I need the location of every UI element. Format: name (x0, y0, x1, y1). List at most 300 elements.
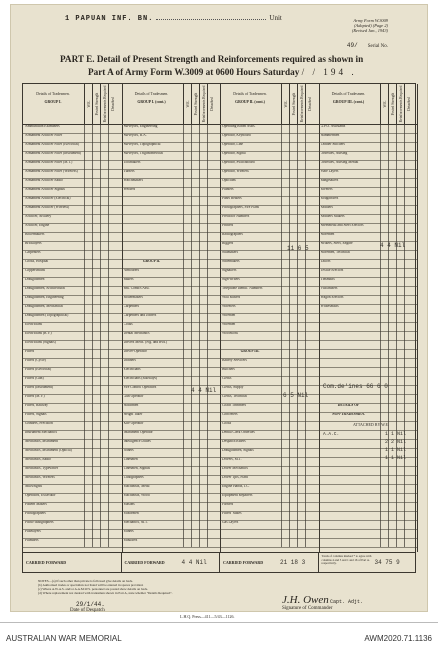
cell-divider (183, 259, 184, 268)
cell-divider (100, 124, 101, 133)
cell-divider (100, 367, 101, 376)
trade-name: Coach Trimmers (222, 404, 247, 407)
cell-divider (191, 511, 192, 520)
cell-divider (396, 538, 397, 547)
cell-divider (183, 313, 184, 322)
cell-divider (199, 214, 200, 223)
cell-divider (84, 214, 85, 223)
cell-divider (289, 169, 290, 178)
cell-divider (305, 457, 306, 466)
trade-name: Equipment Repairers (222, 494, 253, 497)
cell-divider (92, 223, 93, 232)
cell-divider (297, 529, 298, 538)
trade-name: Printers (222, 224, 234, 227)
cell-divider (100, 385, 101, 394)
trade-name: Armament Artificer (Electrical) (25, 197, 71, 200)
cell-divider (380, 484, 381, 493)
cell-divider (183, 196, 184, 205)
cell-divider (380, 295, 381, 304)
cell-divider (84, 538, 85, 547)
group-label-text: Details of Tradesmen. (233, 92, 267, 96)
cell-divider (100, 259, 101, 268)
cell-divider (84, 205, 85, 214)
cell-divider (380, 475, 381, 484)
cell-divider (191, 358, 192, 367)
cell-divider (396, 421, 397, 430)
trade-name: Wall Raisers (222, 296, 241, 299)
cell-divider (92, 439, 93, 448)
cell-divider (100, 223, 101, 232)
trade-name: Joiners (123, 449, 134, 452)
cell-divider (207, 205, 208, 214)
cell-divider (100, 160, 101, 169)
cell-divider (380, 502, 381, 511)
cell-divider (92, 304, 93, 313)
cell-divider (289, 430, 290, 439)
cell-divider (297, 322, 298, 331)
cell-divider (404, 493, 405, 502)
cell-divider (404, 511, 405, 520)
cell-divider (108, 403, 109, 412)
cell-divider (92, 250, 93, 259)
cell-divider (404, 349, 405, 358)
trade-name: Armament Artificer Fitter (25, 134, 63, 137)
cell-divider (84, 223, 85, 232)
cell-divider (297, 196, 298, 205)
trade-name: Fitters, Signals (25, 413, 47, 416)
trade-name: Draughtsmen, Mechanical (25, 305, 63, 308)
trade-name: DETAILS OF (337, 404, 360, 407)
cell-divider (281, 268, 282, 277)
cell-divider (305, 376, 306, 385)
cell-divider (297, 223, 298, 232)
cell-divider (92, 475, 93, 484)
cell-divider (207, 151, 208, 160)
trade-name: Photographers, Fire Plans (222, 206, 260, 209)
cell-divider (404, 385, 405, 394)
cell-divider (183, 286, 184, 295)
trade-name: Hammermen (320, 134, 340, 137)
cell-divider (92, 466, 93, 475)
cell-divider (207, 475, 208, 484)
cell-divider (289, 196, 290, 205)
cell-divider (183, 268, 184, 277)
cell-divider (183, 331, 184, 340)
cell-divider (289, 358, 290, 367)
cell-divider (199, 475, 200, 484)
cell-divider (388, 295, 389, 304)
trade-name: Mechanics, Typewriter (25, 467, 59, 470)
cell-divider (84, 475, 85, 484)
cell-divider (191, 412, 192, 421)
trade-name: Height Taker (123, 413, 143, 416)
cell-divider (297, 403, 298, 412)
trade-name: Brk. Comd's Asst. (123, 287, 150, 290)
trade-name: Fitters' Mates (222, 512, 242, 515)
cell-divider (207, 466, 208, 475)
cell-divider (183, 277, 184, 286)
cell-divider (388, 493, 389, 502)
cell-divider (183, 484, 184, 493)
trade-name: Mechanics, Instrument (25, 440, 58, 443)
cell-divider (191, 241, 192, 250)
cell-divider (388, 358, 389, 367)
cell-divider (92, 448, 93, 457)
cell-divider (183, 178, 184, 187)
column-header-text: W.E. (284, 100, 288, 108)
trade-name: Tailors (320, 260, 331, 263)
cell-divider (100, 178, 101, 187)
cell-divider (84, 169, 85, 178)
cell-divider (380, 169, 381, 178)
trade-name: Fitters (25, 350, 35, 353)
cell-divider (191, 466, 192, 475)
trade-name: Radiographers (222, 233, 243, 236)
cell-divider (191, 331, 192, 340)
cell-divider (404, 322, 405, 331)
cell-divider (404, 214, 405, 223)
cell-divider (396, 511, 397, 520)
cell-divider (92, 421, 93, 430)
cell-divider (100, 250, 101, 259)
cell-divider (404, 250, 405, 259)
trade-name: Platelayers (25, 530, 41, 533)
cell-divider (297, 340, 298, 349)
cell-divider (305, 304, 306, 313)
cell-divider (380, 466, 381, 475)
cell-divider (92, 133, 93, 142)
cell-divider (92, 241, 93, 250)
cell-divider (380, 448, 381, 457)
cell-divider (183, 232, 184, 241)
column-header-text: Detached (308, 97, 312, 111)
cell-divider (380, 268, 381, 277)
cell-divider (84, 277, 85, 286)
cell-divider (92, 502, 93, 511)
trade-name: Fitters (Instrument) (25, 386, 54, 389)
cell-divider (305, 124, 306, 133)
cell-divider (404, 196, 405, 205)
cell-divider (100, 529, 101, 538)
cell-divider (297, 232, 298, 241)
cell-divider (199, 178, 200, 187)
cell-divider (404, 259, 405, 268)
carried-forward-cell (122, 553, 221, 573)
cell-divider (396, 286, 397, 295)
trade-name: Electricians (123, 368, 141, 371)
cell-divider (281, 169, 282, 178)
cell-divider (404, 367, 405, 376)
cell-divider (380, 178, 381, 187)
cell-divider (396, 295, 397, 304)
cell-divider (199, 124, 200, 133)
trade-name: Lithographers (123, 476, 144, 479)
cell-divider (297, 448, 298, 457)
cell-divider (281, 529, 282, 538)
cell-divider (388, 205, 389, 214)
cell-divider (281, 493, 282, 502)
column-header-text: W.E. (87, 100, 91, 108)
trade-name: Panel Beaters (222, 197, 242, 200)
cell-divider (92, 457, 93, 466)
cell-divider (183, 349, 184, 358)
cell-divider (289, 124, 290, 133)
cell-divider (396, 403, 397, 412)
cell-divider (108, 493, 109, 502)
strength-table (22, 83, 416, 553)
cell-divider (207, 304, 208, 313)
group-number: GROUP I. (44, 100, 62, 104)
group-label-text: Details of Tradesmen. (331, 92, 366, 96)
cell-divider (199, 448, 200, 457)
cell-divider (92, 394, 93, 403)
column-header-text: Posted Strength (193, 92, 198, 116)
cell-divider (305, 133, 306, 142)
cell-divider (297, 421, 298, 430)
cell-divider (281, 421, 282, 430)
trade-name: Textile Erectors (320, 269, 344, 272)
group-number: GROUP II. (cont.) (235, 100, 265, 104)
typed-entry-g4-non-trades: Com.de'ines 66 6 0 (323, 383, 388, 390)
cell-divider (305, 520, 306, 529)
cell-divider (305, 538, 306, 547)
cell-divider (108, 250, 109, 259)
cell-divider (207, 376, 208, 385)
trade-name: Artificer, Engine (25, 224, 50, 227)
form-reference (352, 18, 388, 34)
carried-forward-value: 21 18 3 (280, 559, 306, 566)
cell-divider (183, 214, 184, 223)
cell-divider (207, 367, 208, 376)
cell-divider (281, 304, 282, 313)
cell-divider (305, 484, 306, 493)
cell-divider (404, 205, 405, 214)
cell-divider (207, 214, 208, 223)
cell-divider (108, 358, 109, 367)
cell-divider (404, 286, 405, 295)
cell-divider (100, 502, 101, 511)
cell-divider (92, 214, 93, 223)
typed-entry-g4-tailors: 4 4 Nil (380, 242, 406, 249)
cell-divider (84, 160, 85, 169)
cell-divider (297, 259, 298, 268)
cell-divider (92, 268, 93, 277)
cell-divider (92, 538, 93, 547)
cell-divider (404, 304, 405, 313)
cell-divider (281, 223, 282, 232)
cell-divider (183, 412, 184, 421)
cell-divider (108, 430, 109, 439)
trade-name: Telephone Identif. Numbers (222, 287, 263, 290)
cell-divider (108, 313, 109, 322)
cell-divider (84, 196, 85, 205)
cell-divider (289, 421, 290, 430)
cell-divider (199, 304, 200, 313)
cell-divider (183, 250, 184, 259)
cell-divider (100, 430, 101, 439)
print-line: L.H.Q. Press—411—5/43—1126. (180, 614, 235, 619)
cell-divider (84, 178, 85, 187)
cell-divider (281, 196, 282, 205)
cell-divider (199, 349, 200, 358)
cell-divider (199, 295, 200, 304)
cell-divider (305, 403, 306, 412)
cell-divider (404, 169, 405, 178)
cell-divider (199, 412, 200, 421)
cell-divider (380, 403, 381, 412)
group-label (220, 92, 280, 105)
cell-divider (396, 340, 397, 349)
cell-divider (388, 394, 389, 403)
cell-divider (84, 511, 85, 520)
cell-divider (297, 439, 298, 448)
cell-divider (207, 178, 208, 187)
cell-divider (92, 295, 93, 304)
cell-divider (108, 142, 109, 151)
trade-name: Gas Layers (222, 521, 239, 524)
form-sheet (10, 4, 428, 619)
cell-divider (183, 448, 184, 457)
cell-divider (396, 187, 397, 196)
trade-name: Draughtsmen, Architectural (25, 287, 65, 290)
cell-divider (289, 214, 290, 223)
cell-divider (388, 466, 389, 475)
cell-divider (199, 403, 200, 412)
cell-divider (388, 178, 389, 187)
cell-divider (380, 196, 381, 205)
cell-divider (199, 286, 200, 295)
cell-divider (305, 142, 306, 151)
cell-divider (108, 502, 109, 511)
trade-name: Whitesmiths (320, 305, 339, 308)
trade-name: Mechanics, Radio (25, 458, 51, 461)
cell-divider (404, 376, 405, 385)
cell-divider (100, 520, 101, 529)
cell-divider (380, 457, 381, 466)
cell-divider (100, 286, 101, 295)
cell-divider (191, 286, 192, 295)
cell-divider (305, 502, 306, 511)
cell-divider (404, 124, 405, 133)
cell-divider (183, 529, 184, 538)
trade-name: Strikers, Steel, Engine (320, 242, 353, 245)
group-header (23, 84, 122, 125)
cell-divider (108, 331, 109, 340)
archive-footer (0, 622, 438, 654)
cell-divider (289, 457, 290, 466)
cell-divider (380, 142, 381, 151)
cell-divider (92, 196, 93, 205)
cell-divider (183, 160, 184, 169)
cell-divider (388, 484, 389, 493)
cell-divider (396, 520, 397, 529)
cell-divider (92, 322, 93, 331)
trade-name: Bakers (123, 278, 134, 281)
cell-divider (108, 151, 109, 160)
cell-divider (84, 376, 85, 385)
trade-name: Electricians (25, 323, 42, 326)
trade-name: Electricians (Railways) (123, 377, 158, 380)
cell-divider (207, 295, 208, 304)
cell-divider (297, 142, 298, 151)
cell-divider (183, 124, 184, 133)
trade-name: Predictor Numbers (222, 215, 250, 218)
cell-divider (297, 178, 298, 187)
trade-name: Orderlies, Nursing Mental (320, 161, 359, 164)
cell-divider (100, 340, 101, 349)
despatch-date (70, 601, 105, 613)
cell-divider (92, 205, 93, 214)
cell-divider (207, 502, 208, 511)
signature-scrawl: J.H. Owen (282, 594, 329, 606)
cell-divider (297, 358, 298, 367)
cell-divider (388, 520, 389, 529)
trade-name: Leather Stitchers (320, 143, 345, 146)
cell-divider (289, 484, 290, 493)
cell-divider (305, 340, 306, 349)
cell-divider (100, 358, 101, 367)
cell-divider (191, 322, 192, 331)
note-d: (d) Where replacement not desired with tradesmen shown in Part A, state whether "Details Required". (38, 591, 173, 595)
cell-divider (207, 358, 208, 367)
cell-divider (84, 349, 85, 358)
cell-divider (183, 430, 184, 439)
cell-divider (388, 331, 389, 340)
cell-divider (289, 268, 290, 277)
column-header-text: Detached (406, 97, 411, 111)
cell-divider (84, 385, 85, 394)
serial-value: 49/ (346, 42, 358, 49)
cell-divider (297, 133, 298, 142)
trade-name: Drivers, M.T. (222, 458, 242, 461)
cell-divider (207, 232, 208, 241)
group-label-text: Details of Tradesmen. (134, 92, 169, 96)
cell-divider (84, 466, 85, 475)
cell-divider (297, 187, 298, 196)
cell-divider (100, 538, 101, 547)
cell-divider (404, 394, 405, 403)
trade-name: Drivers Mech. (Ftg. and Rvd.) (123, 341, 168, 344)
cell-divider (191, 538, 192, 547)
cell-divider (388, 286, 389, 295)
cell-divider (92, 277, 93, 286)
cell-divider (207, 421, 208, 430)
unit-rule (156, 19, 266, 20)
cell-divider (92, 331, 93, 340)
cell-divider (404, 178, 405, 187)
trade-name: Concreters (222, 413, 238, 416)
cell-divider (199, 520, 200, 529)
cell-divider (92, 493, 93, 502)
cell-divider (100, 493, 101, 502)
cell-divider (183, 295, 184, 304)
cell-divider (207, 484, 208, 493)
cell-divider (380, 322, 381, 331)
cell-divider (191, 376, 192, 385)
cell-divider (380, 331, 381, 340)
cell-divider (207, 268, 208, 277)
cell-divider (183, 385, 184, 394)
cell-divider (289, 340, 290, 349)
cell-divider (199, 223, 200, 232)
cell-divider (207, 340, 208, 349)
cell-divider (281, 484, 282, 493)
cell-divider (108, 178, 109, 187)
cell-divider (199, 358, 200, 367)
cell-divider (281, 214, 282, 223)
cell-divider (289, 376, 290, 385)
cell-divider (199, 322, 200, 331)
